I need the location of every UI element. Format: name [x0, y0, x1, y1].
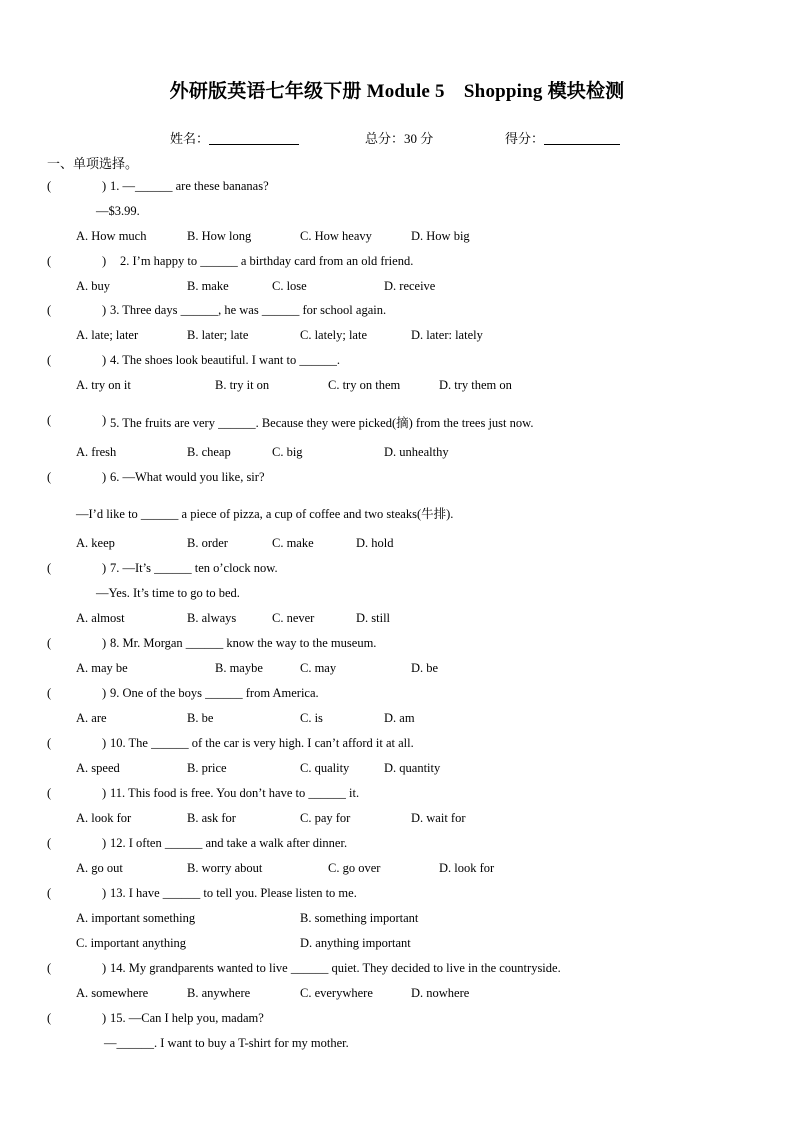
option[interactable]: A. go out: [76, 861, 123, 875]
option[interactable]: C. lately; late: [300, 328, 367, 342]
option[interactable]: C. is: [300, 711, 323, 725]
answer-line: —I’d like to ______ a piece of pizza, a cup of coffee and two steaks(牛排).: [76, 507, 454, 521]
option[interactable]: D. look for: [439, 861, 495, 875]
question-stem: 4. The shoes look beautiful. I want to ______.: [110, 353, 340, 367]
option[interactable]: B. How long: [187, 229, 252, 243]
option[interactable]: B. ask for: [187, 811, 236, 825]
option[interactable]: B. always: [187, 611, 237, 625]
option[interactable]: C. pay for: [300, 811, 351, 825]
question-stem: 1. —______ are these bananas?: [110, 179, 269, 193]
option[interactable]: A. try on it: [76, 378, 131, 392]
question-stem: 15. —Can I help you, madam?: [110, 1011, 264, 1025]
option[interactable]: B. anywhere: [187, 986, 251, 1000]
option[interactable]: D. wait for: [411, 811, 466, 825]
option[interactable]: B. be: [187, 711, 214, 725]
option[interactable]: A. speed: [76, 761, 120, 775]
option[interactable]: D. hold: [356, 536, 394, 550]
option[interactable]: D. still: [356, 611, 391, 625]
total-score: 总分：30 分: [365, 131, 434, 146]
option[interactable]: A. buy: [76, 279, 111, 293]
question-stem: 10. The ______ of the car is very high. I can’t afford it at all.: [110, 736, 414, 750]
option[interactable]: B. cheap: [187, 445, 231, 459]
option[interactable]: D. later: lately: [411, 328, 483, 342]
option[interactable]: A. somewhere: [76, 986, 149, 1000]
option[interactable]: A. keep: [76, 536, 115, 550]
option[interactable]: D. am: [384, 711, 415, 725]
answer-line: —Yes. It’s time to go to bed.: [96, 586, 240, 600]
option[interactable]: B. something important: [300, 911, 419, 925]
option[interactable]: A. are: [76, 711, 107, 725]
option[interactable]: B. order: [187, 536, 228, 550]
option[interactable]: C. big: [272, 445, 303, 459]
option[interactable]: C. quality: [300, 761, 350, 775]
option[interactable]: A. look for: [76, 811, 132, 825]
option[interactable]: D. be: [411, 661, 439, 675]
option[interactable]: C. important anything: [76, 936, 187, 950]
option[interactable]: C. try on them: [328, 378, 401, 392]
option[interactable]: D. anything important: [300, 936, 411, 950]
question-stem: 5. The fruits are very ______. Because they were picked(摘) from the trees just now.: [110, 416, 534, 430]
name-blank[interactable]: [209, 130, 299, 145]
option[interactable]: A. fresh: [76, 445, 117, 459]
option[interactable]: B. maybe: [215, 661, 263, 675]
option[interactable]: C. lose: [272, 279, 307, 293]
section-heading: 一、单项选择。: [47, 156, 139, 171]
option[interactable]: C. everywhere: [300, 986, 373, 1000]
option[interactable]: B. price: [187, 761, 227, 775]
question-stem: 9. One of the boys ______ from America.: [110, 686, 319, 700]
option[interactable]: C. may: [300, 661, 337, 675]
option[interactable]: A. important something: [76, 911, 196, 925]
option[interactable]: B. try it on: [215, 378, 270, 392]
answer-line: —______. I want to buy a T-shirt for my mother.: [104, 1036, 349, 1050]
option[interactable]: C. How heavy: [300, 229, 372, 243]
score-blank[interactable]: [544, 130, 620, 145]
question-stem: 2. I’m happy to ______ a birthday card from an old friend.: [120, 254, 414, 268]
option[interactable]: D. try them on: [439, 378, 512, 392]
question-stem: 6. —What would you like, sir?: [110, 470, 265, 484]
option[interactable]: C. go over: [328, 861, 381, 875]
option[interactable]: B. make: [187, 279, 229, 293]
question-stem: 13. I have ______ to tell you. Please listen to me.: [110, 886, 357, 900]
option[interactable]: A. almost: [76, 611, 125, 625]
option[interactable]: D. quantity: [384, 761, 441, 775]
option[interactable]: A. late; later: [76, 328, 139, 342]
option[interactable]: A. How much: [76, 229, 147, 243]
score-field: [505, 128, 620, 147]
page-title: 外研版英语七年级下册 Module 5 Shopping 模块检测: [169, 81, 625, 102]
name-field: [170, 128, 299, 147]
option[interactable]: A. may be: [76, 661, 128, 675]
option[interactable]: D. unhealthy: [384, 445, 449, 459]
option[interactable]: C. make: [272, 536, 314, 550]
score-label: 得分：: [505, 131, 545, 146]
question-stem: 3. Three days ______, he was ______ for school again.: [110, 303, 387, 317]
option[interactable]: C. never: [272, 611, 315, 625]
name-label: 姓名：: [170, 131, 210, 146]
question-stem: 14. My grandparents wanted to live ______ quiet. They decided to live in the countryside.: [110, 961, 561, 975]
answer-line: —$3.99.: [96, 204, 140, 218]
question-stem: 12. I often ______ and take a walk after dinner.: [110, 836, 348, 850]
option[interactable]: B. worry about: [187, 861, 263, 875]
question-stem: 7. —It’s ______ ten o’clock now.: [110, 561, 278, 575]
option[interactable]: D. nowhere: [411, 986, 470, 1000]
option[interactable]: B. later; late: [187, 328, 249, 342]
question-stem: 8. Mr. Morgan ______ know the way to the museum.: [110, 636, 377, 650]
option[interactable]: D. receive: [384, 279, 436, 293]
question-stem: 11. This food is free. You don’t have to ______ it.: [110, 786, 360, 800]
option[interactable]: D. How big: [411, 229, 470, 243]
